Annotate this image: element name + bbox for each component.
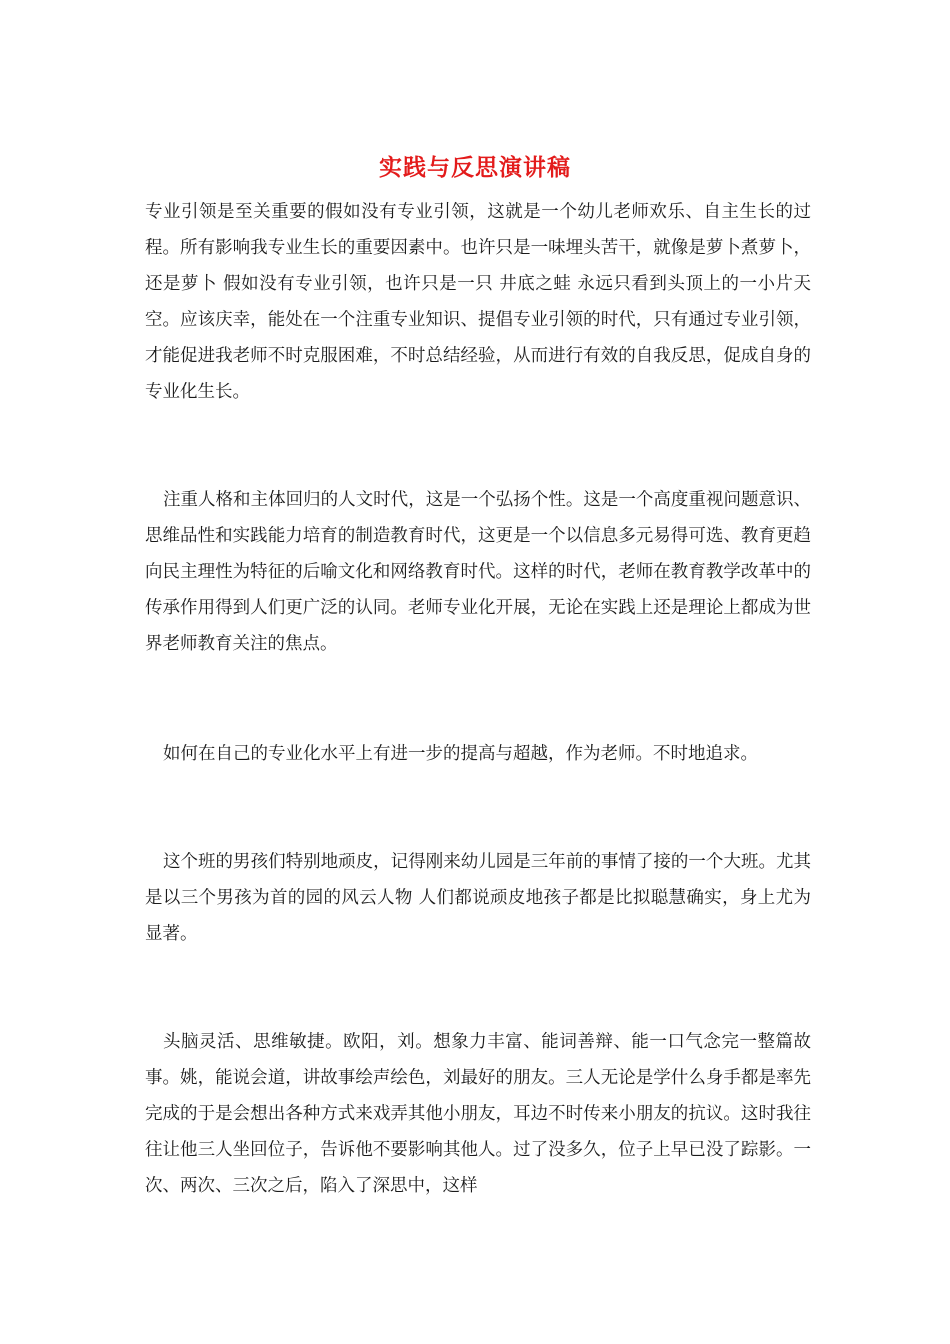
paragraph-5: 头脑灵活、思维敏捷。欧阳，刘。想象力丰富、能词善辩、能一口气念完一整篇故事。姚，能说会道，讲故事绘声绘色，刘最好的朋友。三人无论是学什么身手都是率先完成的于是会想出各种方式来戏弄其他小朋友，耳边不时传来小朋友的抗议。这时我往往让他三人坐回位子，告诉他不要影响其他人。过了没多久，位子上早已没了踪影。一次、两次、三次之后，陷入了深思中，这样 xyxy=(145,1032,811,1196)
document-title: 实践与反思演讲稿 xyxy=(379,154,571,181)
paragraph-2: 注重人格和主体回归的人文时代，这是一个弘扬个性。这是一个高度重视问题意识、思维品性和实践能力培育的制造教育时代，这更是一个以信息多元易得可选、教育更趋向民主理性为特征的后喻文化和网络教育时代。这样的时代，老师在教育教学改革中的传承作用得到人们更广泛的认同。老师专业化开展，无论在实践上还是理论上都成为世界老师教育关注的焦点。 xyxy=(145,490,811,654)
paragraph-1: 专业引领是至关重要的假如没有专业引领，这就是一个幼儿老师欢乐、自主生长的过程。所有影响我专业生长的重要因素中。也许只是一味埋头苦干，就像是萝卜煮萝卜，还是萝卜 假如没有专业引领，也许只是一只 井底之蛙 永远只看到头顶上的一小片天空。应该庆幸，能处在一个注重专业知识、提倡专业引领的时代，只有通过专业引领，才能促进我老师不时克服困难，不时总结经验，从而进行有效的自我反思，促成自身的专业化生长。 xyxy=(145,202,811,402)
paragraph-4: 这个班的男孩们特别地顽皮，记得刚来幼儿园是三年前的事情了接的一个大班。尤其是以三个男孩为首的园的风云人物 人们都说顽皮地孩子都是比拟聪慧确实，身上尤为显著。 xyxy=(145,852,811,944)
paragraph-3: 如何在自己的专业化水平上有进一步的提高与超越，作为老师。不时地追求。 xyxy=(163,744,758,764)
